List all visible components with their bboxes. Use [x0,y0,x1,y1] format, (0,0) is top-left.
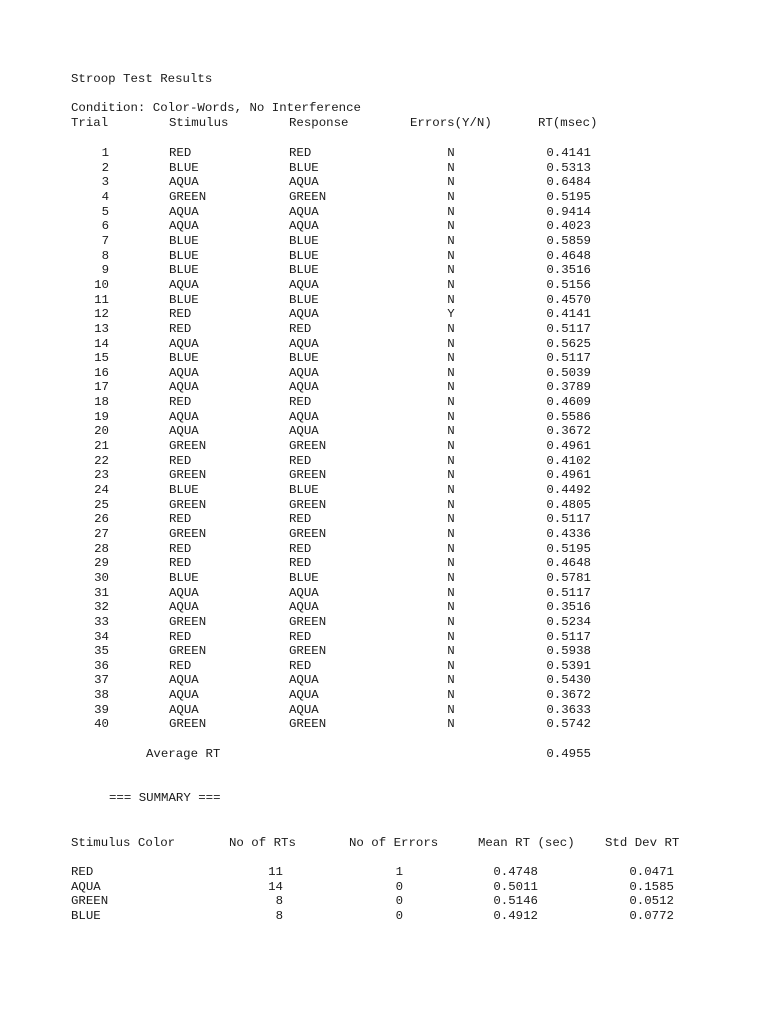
trial-stimulus: AQUA [169,585,199,600]
trial-stimulus: AQUA [169,688,199,703]
trial-error: N [447,204,455,219]
trial-rt: 0.4141 [546,146,591,160]
summary-mean: 0.5011 [493,879,538,894]
trial-response: BLUE [289,248,319,263]
trial-response: AQUA [289,175,319,190]
trial-number: 39 [94,702,109,717]
trial-rt: 0.4023 [546,219,591,234]
trial-number: 29 [94,556,109,571]
trial-error: N [447,600,455,615]
summary-errors: 0 [395,879,403,894]
trial-error: N [447,351,455,366]
trial-rt: 0.3672 [546,688,591,703]
trial-response: AQUA [289,673,319,688]
trial-response: GREEN [289,717,327,732]
trial-response: AQUA [289,307,319,322]
summary-errors: 0 [395,909,403,923]
trial-response: RED [289,321,312,336]
trial-rt: 0.4961 [546,439,591,453]
trial-number: 11 [94,292,109,307]
average-value: 0.4955 [546,747,591,761]
trial-response: RED [289,146,312,160]
trial-stimulus: BLUE [169,160,199,175]
trial-rt: 0.4961 [546,468,591,483]
trial-rt: 0.4102 [546,453,591,468]
trial-stimulus: GREEN [169,439,207,453]
trial-number: 35 [94,644,109,659]
summary-rts: 11 [268,865,283,879]
trial-response: RED [289,512,312,527]
trial-stimulus: GREEN [169,614,207,629]
trial-stimulus: AQUA [169,219,199,234]
summary-color: GREEN [71,894,109,909]
trial-stimulus: AQUA [169,424,199,439]
trial-stimulus: RED [169,146,192,160]
trial-number: 19 [94,409,109,424]
trial-stimulus: AQUA [169,600,199,615]
summary-errors-header: No of Errors [349,836,439,850]
trial-number: 14 [94,336,109,351]
trial-rt: 0.3516 [546,263,591,278]
trial-rt: 0.4492 [546,482,591,497]
response-header: Response [289,116,349,130]
summary-rts-header: No of RTs [229,836,296,850]
trial-rt: 0.5234 [546,614,591,629]
average-label: Average RT [146,747,221,761]
trial-number: 20 [94,424,109,439]
trial-rt: 0.6484 [546,175,591,190]
trial-number: 2 [101,160,109,175]
trial-rt: 0.4805 [546,497,591,512]
trial-number: 9 [101,263,109,278]
trial-rt: 0.5430 [546,673,591,688]
trial-number: 4 [101,189,109,204]
trial-stimulus: RED [169,658,192,673]
trial-rt: 0.4648 [546,556,591,571]
errors-header: Errors(Y/N) [410,116,492,130]
trial-stimulus: RED [169,556,192,571]
trial-stimulus: AQUA [169,365,199,380]
trial-stimulus: RED [169,629,192,644]
trial-number: 32 [94,600,109,615]
report-title: Stroop Test Results [71,72,213,86]
trial-response: GREEN [289,439,327,453]
trial-rt: 0.5586 [546,409,591,424]
trial-response: AQUA [289,702,319,717]
trial-error: N [447,482,455,497]
trial-number: 26 [94,512,109,527]
trial-rt: 0.5156 [546,277,591,292]
trial-number: 12 [94,307,109,322]
trial-number: 25 [94,497,109,512]
trial-error: N [447,263,455,278]
trial-error: N [447,409,455,424]
trial-response: GREEN [289,614,327,629]
trial-number: 30 [94,570,109,585]
trial-rt: 0.5195 [546,189,591,204]
trial-rt: 0.5391 [546,658,591,673]
trial-number: 24 [94,482,109,497]
summary-color-header: Stimulus Color [71,836,176,850]
trial-rt: 0.5117 [546,321,591,336]
trial-rt: 0.5938 [546,644,591,659]
trial-stimulus: BLUE [169,292,199,307]
trial-response: RED [289,629,312,644]
trial-rt: 0.4648 [546,248,591,263]
trial-error: N [447,614,455,629]
trial-rt: 0.5117 [546,585,591,600]
trial-error: N [447,160,455,175]
summary-mean: 0.5146 [493,894,538,909]
summary-mean: 0.4912 [493,909,538,923]
trial-rt: 0.5625 [546,336,591,351]
trial-error: N [447,321,455,336]
trial-error: N [447,380,455,395]
summary-color: BLUE [71,909,101,923]
trial-response: BLUE [289,292,319,307]
trial-error: N [447,395,455,410]
trial-rt: 0.3633 [546,702,591,717]
trial-stimulus: BLUE [169,570,199,585]
trial-number: 5 [101,204,109,219]
trial-number: 27 [94,526,109,541]
trial-stimulus: RED [169,541,192,556]
trial-response: GREEN [289,497,327,512]
summary-sd: 0.0772 [629,909,674,923]
trial-stimulus: GREEN [169,717,207,732]
trial-response: GREEN [289,468,327,483]
trial-number: 6 [101,219,109,234]
trial-rt: 0.5742 [546,717,591,732]
trial-response: AQUA [289,600,319,615]
trial-error: N [447,189,455,204]
trial-stimulus: BLUE [169,263,199,278]
trial-error: N [447,233,455,248]
trial-error: N [447,717,455,732]
summary-errors: 0 [395,894,403,909]
trial-stimulus: AQUA [169,336,199,351]
trial-response: BLUE [289,160,319,175]
trial-error: N [447,702,455,717]
trial-response: AQUA [289,380,319,395]
trial-number: 15 [94,351,109,366]
trial-response: RED [289,658,312,673]
trial-rt: 0.4570 [546,292,591,307]
summary-errors: 1 [395,865,403,879]
summary-color: RED [71,865,94,879]
trial-stimulus: RED [169,395,192,410]
trial-stimulus: GREEN [169,497,207,512]
trial-number: 1 [101,146,109,160]
trial-error: N [447,497,455,512]
trial-number: 36 [94,658,109,673]
trial-number: 16 [94,365,109,380]
trial-number: 31 [94,585,109,600]
trial-stimulus: AQUA [169,673,199,688]
trial-error: N [447,468,455,483]
trial-error: N [447,526,455,541]
trial-rt: 0.5195 [546,541,591,556]
trial-number: 13 [94,321,109,336]
trial-stimulus: AQUA [169,204,199,219]
trial-stimulus: BLUE [169,248,199,263]
trial-response: AQUA [289,424,319,439]
trial-stimulus: GREEN [169,644,207,659]
trial-response: AQUA [289,219,319,234]
trial-rt: 0.5117 [546,351,591,366]
summary-rts: 14 [268,879,283,894]
summary-rts: 8 [275,894,283,909]
stimulus-header: Stimulus [169,116,229,130]
trial-rt: 0.4609 [546,395,591,410]
trial-number: 17 [94,380,109,395]
trial-response: AQUA [289,688,319,703]
trial-stimulus: BLUE [169,482,199,497]
trial-error: N [447,175,455,190]
trial-rt: 0.3516 [546,600,591,615]
trial-response: RED [289,453,312,468]
trial-stimulus: RED [169,321,192,336]
trial-error: N [447,336,455,351]
trial-error: N [447,688,455,703]
trial-rt: 0.9414 [546,204,591,219]
trial-response: AQUA [289,277,319,292]
trial-number: 3 [101,175,109,190]
trial-number: 28 [94,541,109,556]
trial-response: AQUA [289,336,319,351]
trial-error: N [447,556,455,571]
trial-response: BLUE [289,570,319,585]
trial-response: BLUE [289,351,319,366]
trial-rt: 0.5117 [546,629,591,644]
summary-sd: 0.1585 [629,879,674,894]
trial-number: 21 [94,439,109,453]
trial-number: 8 [101,248,109,263]
summary-color: AQUA [71,879,101,894]
trial-error: N [447,365,455,380]
trial-stimulus: RED [169,453,192,468]
summary-mean: 0.4748 [493,865,538,879]
trial-number: 22 [94,453,109,468]
trial-stimulus: AQUA [169,277,199,292]
trial-error: N [447,146,455,160]
trial-error: N [447,512,455,527]
trial-rt: 0.5039 [546,365,591,380]
trial-error: N [447,585,455,600]
trial-error: N [447,453,455,468]
trial-number: 23 [94,468,109,483]
trial-rt: 0.5313 [546,160,591,175]
trial-number: 37 [94,673,109,688]
trial-response: RED [289,395,312,410]
summary-sd: 0.0512 [629,894,674,909]
trial-response: BLUE [289,233,319,248]
trial-error: Y [447,307,455,322]
summary-mean-header: Mean RT (sec) [478,836,575,850]
trial-response: RED [289,541,312,556]
trial-response: GREEN [289,644,327,659]
trial-response: GREEN [289,526,327,541]
trial-stimulus: RED [169,307,192,322]
trial-rt: 0.4141 [546,307,591,322]
rt-header: RT(msec) [538,116,598,130]
trial-number: 38 [94,688,109,703]
trial-stimulus: BLUE [169,351,199,366]
summary-sd: 0.0471 [629,865,674,879]
trial-error: N [447,424,455,439]
trial-error: N [447,629,455,644]
trial-number: 40 [94,717,109,732]
trial-rt: 0.3789 [546,380,591,395]
trial-response: AQUA [289,409,319,424]
condition-line: Condition: Color-Words, No Interference [71,101,361,115]
trial-stimulus: AQUA [169,380,199,395]
trial-stimulus: GREEN [169,189,207,204]
summary-rts: 8 [275,909,283,923]
trial-stimulus: AQUA [169,409,199,424]
trial-error: N [447,248,455,263]
trial-rt: 0.5859 [546,233,591,248]
trial-error: N [447,570,455,585]
trial-error: N [447,292,455,307]
trial-stimulus: AQUA [169,702,199,717]
trial-response: RED [289,556,312,571]
trial-number: 7 [101,233,109,248]
trial-rt: 0.3672 [546,424,591,439]
trial-response: BLUE [289,482,319,497]
trial-rt: 0.5781 [546,570,591,585]
trial-error: N [447,658,455,673]
trial-rt: 0.4336 [546,526,591,541]
trial-stimulus: GREEN [169,468,207,483]
trial-stimulus: GREEN [169,526,207,541]
trial-header: Trial [71,116,109,130]
summary-title: === SUMMARY === [109,791,221,805]
trial-response: AQUA [289,365,319,380]
summary-sd-header: Std Dev RT [605,836,680,850]
trial-error: N [447,644,455,659]
trial-number: 18 [94,395,109,410]
trial-response: GREEN [289,189,327,204]
trial-error: N [447,673,455,688]
trial-number: 10 [94,277,109,292]
trial-stimulus: BLUE [169,233,199,248]
trial-response: BLUE [289,263,319,278]
trial-stimulus: AQUA [169,175,199,190]
trial-response: AQUA [289,204,319,219]
trial-error: N [447,541,455,556]
trial-error: N [447,219,455,234]
trial-error: N [447,277,455,292]
trial-number: 34 [94,629,109,644]
trial-response: AQUA [289,585,319,600]
trial-number: 33 [94,614,109,629]
trial-stimulus: RED [169,512,192,527]
trial-error: N [447,439,455,453]
trial-rt: 0.5117 [546,512,591,527]
